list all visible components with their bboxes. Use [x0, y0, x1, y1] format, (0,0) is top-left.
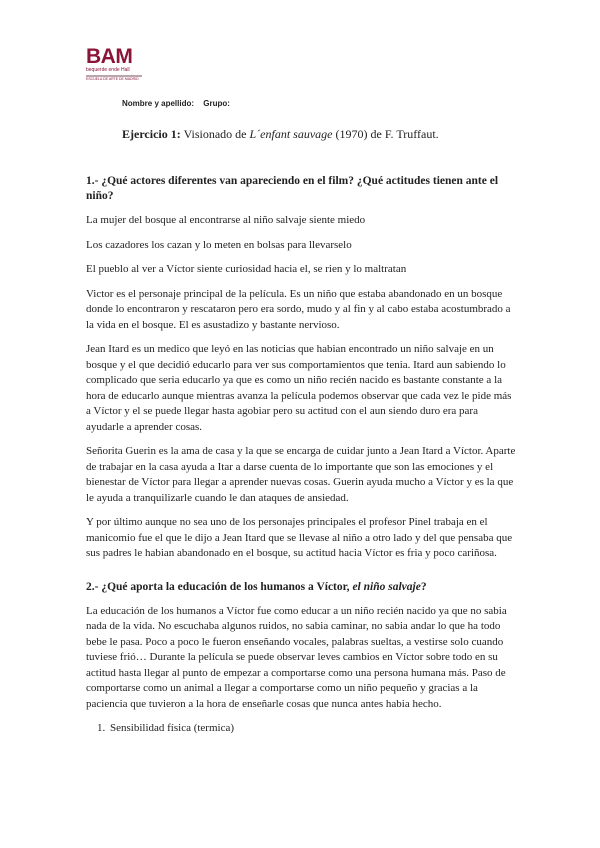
q1-paragraph: La mujer del bosque al encontrarse al niño salvaje siente miedo — [86, 214, 366, 226]
group-label: Grupo: — [203, 99, 230, 108]
exercise-text-after: (1970) de F. Truffaut. — [335, 127, 439, 141]
student-header — [122, 99, 237, 108]
q1-paragraph: Jean Itard es un medico que leyó en las noticias que habian encontrado un niño salvaje en un bosque y el que decidió educarlo para ver sus comportamientos que tenia. Itard aun sabiendo lo complicado que seria educarlo ya que es como un niño recién nacido es bastante constante a la hora de educarlo aunque mientras avanza la película podemos observar que cada vez le pide más a Víctor y el se puede llegar hasta agobiar pero su actitud con el aun siendo duro era para ayudarle a aprender cosas. — [86, 343, 512, 433]
q2-paragraph: La educación de los humanos a Víctor fue como educar a un niño recién nacido ya que no sabia nada de la vida. No escuchaba algunos ruidos, no sabia caminar, no sabia andar lo que ha todo bebe le pasa. Poco a poco le fueron enseñando vocales, palabras sueltas, a vestirse solo cuando tuviese frió… Durante la película se puede observar leves cambios en Víctor sobre todo en su actitud hasta llegar al punto de empezar a comportarse como una persona humana más. Paso de comportarse como un animal a llegar a comportarse como un niño pequeño y gracias a la paciencia que tuvieron a la hora de enseñarle cosas que nunca antes habia hecho. — [86, 604, 507, 710]
logo-subtitle: bequerde ende Hall — [86, 67, 130, 73]
exercise-heading — [122, 127, 439, 142]
q2-title-text: 2.- ¿Qué aporta la educación de los humanos a Víctor, — [86, 580, 350, 593]
q1-paragraph: Los cazadores los cazan y lo meten en bolsas para llevarselo — [86, 238, 352, 251]
q1-paragraph: Y por último aunque no sea uno de los personajes principales el profesor Pinel trabaja en el manicomio fue el que le dijo a Jean Itard que se llevase al niño a otro lado y del que pensaba que sus padres le habian abandonado en el bosque, su actitud hacia Víctor es fria y poco cariñosa. — [86, 516, 513, 559]
q1-paragraph: El pueblo al ver a Víctor siente curiosidad hacia el, se rien y lo maltratan — [86, 263, 407, 275]
school-logo — [86, 46, 156, 82]
logo-tagline: ESCUELA DE ARTE DE MADRID — [86, 77, 139, 81]
logo-mark: BAM — [86, 45, 133, 68]
film-title: L´enfant sauvage — [249, 127, 333, 141]
numbered-list — [86, 721, 516, 737]
q1-paragraph: Señorita Guerin es la ama de casa y la que se encarga de cuidar junto a Jean Itard a Víctor. Aparte de trabajar en la casa ayuda a Itar a darse cuenta de lo importante que son las emociones y el bienestar de Víctor para llegar a aprender nuevas cosas. Guerin ayuda mucho a Víctor y es la que le ayuda a tranquilizarle cuando le dan ataques de ansiedad. — [86, 445, 516, 504]
q2-title-emphasis: el niño salvaje — [352, 580, 421, 593]
exercise-text-before: Visionado de — [183, 127, 247, 141]
name-label: Nombre y apellido: — [122, 99, 195, 108]
list-item: 1. Sensibilidad física (termica) — [108, 721, 516, 737]
question-2-title — [86, 580, 516, 595]
q2-title-end: ? — [420, 580, 427, 593]
question-1-title: 1.- ¿Qué actores diferentes van apareciendo en el film? ¿Qué actitudes tienen ante el niño? — [86, 175, 499, 202]
q1-paragraph: Victor es el personaje principal de la película. Es un niño que estaba abandonado en un bosque donde lo encontraron y rescataron pero era sordo, mudo y al fin y al cabo estaba acostumbrado a la vida en el bosque. El es asustadizo y bastante nervioso. — [86, 287, 511, 331]
document-body — [86, 174, 516, 737]
exercise-label: Ejercicio 1: — [122, 127, 181, 141]
